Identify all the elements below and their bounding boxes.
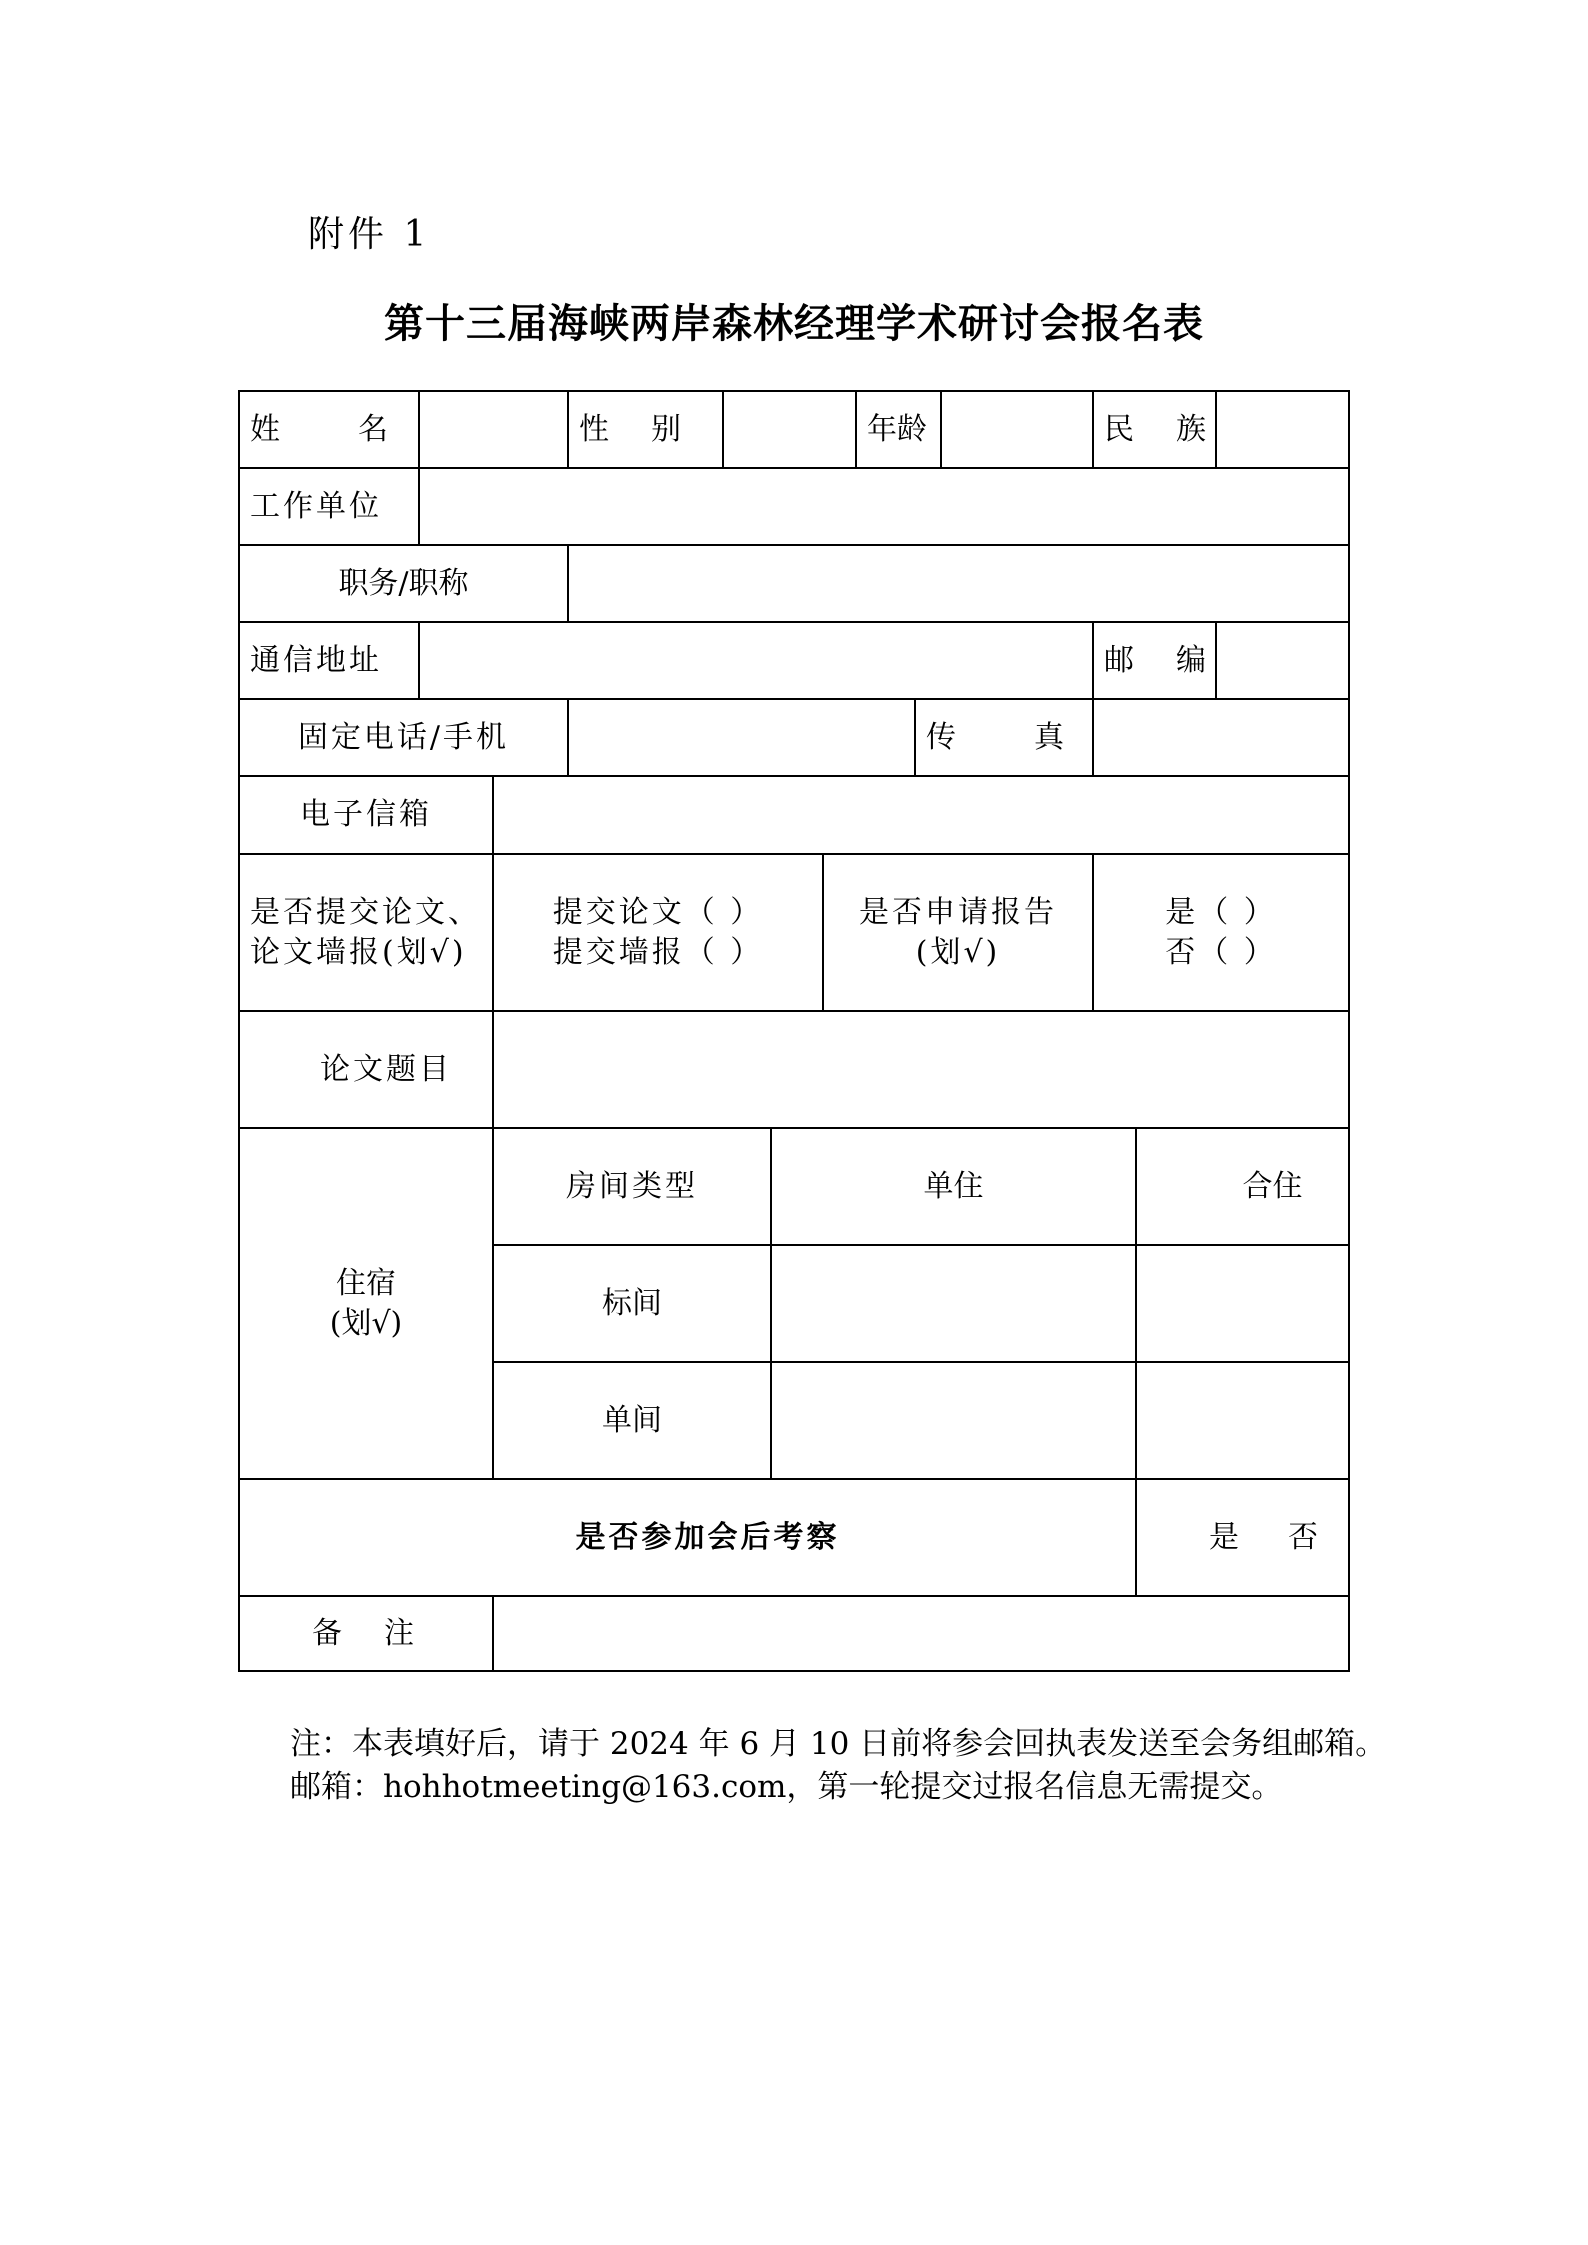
- lodging-label-line1: 住宿: [336, 1265, 396, 1301]
- standard-shared-checkbox[interactable]: [1137, 1246, 1348, 1361]
- ethnicity-label: 民 族: [1104, 411, 1212, 447]
- single-room-single-checkbox[interactable]: [772, 1363, 1135, 1478]
- report-yes-option[interactable]: 是（ ）: [1165, 894, 1277, 930]
- remarks-field[interactable]: [494, 1597, 1348, 1670]
- submit-paper-option[interactable]: 提交论文（ ）: [552, 894, 764, 930]
- fax-field[interactable]: [1094, 700, 1348, 775]
- report-no-option[interactable]: 否（ ）: [1165, 934, 1277, 970]
- age-field[interactable]: [942, 392, 1092, 467]
- room-type-standard: 标间: [602, 1285, 662, 1321]
- name-field[interactable]: [420, 392, 567, 467]
- age-label: 年龄: [867, 411, 927, 447]
- address-field[interactable]: [420, 623, 1092, 698]
- lodging-label: [240, 1129, 492, 1478]
- lodging-label-line2: (划√): [329, 1305, 403, 1341]
- submit-question-line1: 是否提交论文、: [250, 894, 481, 930]
- report-options: [1094, 855, 1348, 1010]
- name-label: 姓 名: [250, 411, 394, 447]
- note-deadline: 注：本表填好后，请于 2024 年 6 月 10 日前将参会回执表发送至会务组邮箱。: [290, 1726, 1387, 1762]
- note-email: 邮箱：hohhotmeeting@163.com，第一轮提交过报名信息无需提交。: [290, 1769, 1283, 1805]
- report-question: [824, 855, 1092, 1010]
- email-field[interactable]: [494, 777, 1348, 853]
- gender-label: 性 别: [579, 411, 687, 447]
- paper-title-field[interactable]: [494, 1012, 1348, 1127]
- form-title: 第十三届海峡两岸森林经理学术研讨会报名表: [384, 300, 1204, 347]
- submit-options: [494, 855, 822, 1010]
- gender-field[interactable]: [724, 392, 855, 467]
- employer-label: 工作单位: [250, 488, 382, 524]
- phone-label: 固定电话/手机: [297, 719, 510, 755]
- position-field[interactable]: [569, 546, 1348, 621]
- standard-single-checkbox[interactable]: [772, 1246, 1135, 1361]
- submit-question-line2: 论文墙报(划√): [250, 934, 467, 970]
- ethnicity-field[interactable]: [1217, 392, 1348, 467]
- submit-poster-option[interactable]: 提交墙报（ ）: [552, 934, 764, 970]
- single-room-shared-checkbox[interactable]: [1137, 1363, 1348, 1478]
- room-type-single: 单间: [602, 1402, 662, 1438]
- address-label: 通信地址: [250, 642, 382, 678]
- single-occupancy-header: 单住: [923, 1168, 984, 1204]
- position-label: 职务/职称: [338, 565, 469, 601]
- field-trip-question: 是否参加会后考察: [575, 1519, 840, 1555]
- report-question-line2: (划√): [915, 934, 1001, 970]
- phone-field[interactable]: [569, 700, 914, 775]
- field-trip-no-option[interactable]: 否: [1288, 1519, 1318, 1555]
- submit-question: [240, 855, 492, 1010]
- attachment-label: 附件 1: [308, 214, 431, 255]
- remarks-label: 备 注: [312, 1615, 420, 1651]
- room-type-header: 房间类型: [566, 1168, 698, 1204]
- postcode-label: 邮 编: [1104, 642, 1212, 678]
- field-trip-options: [1137, 1480, 1348, 1595]
- email-label: 电子信箱: [300, 797, 432, 832]
- employer-field[interactable]: [420, 469, 1348, 544]
- report-question-line1: 是否申请报告: [859, 894, 1057, 930]
- fax-label: 传 真: [926, 719, 1070, 755]
- postcode-field[interactable]: [1217, 623, 1348, 698]
- field-trip-yes-option[interactable]: 是: [1209, 1519, 1239, 1555]
- shared-occupancy-header: 合住: [1242, 1168, 1303, 1204]
- paper-title-label: 论文题目: [320, 1051, 452, 1087]
